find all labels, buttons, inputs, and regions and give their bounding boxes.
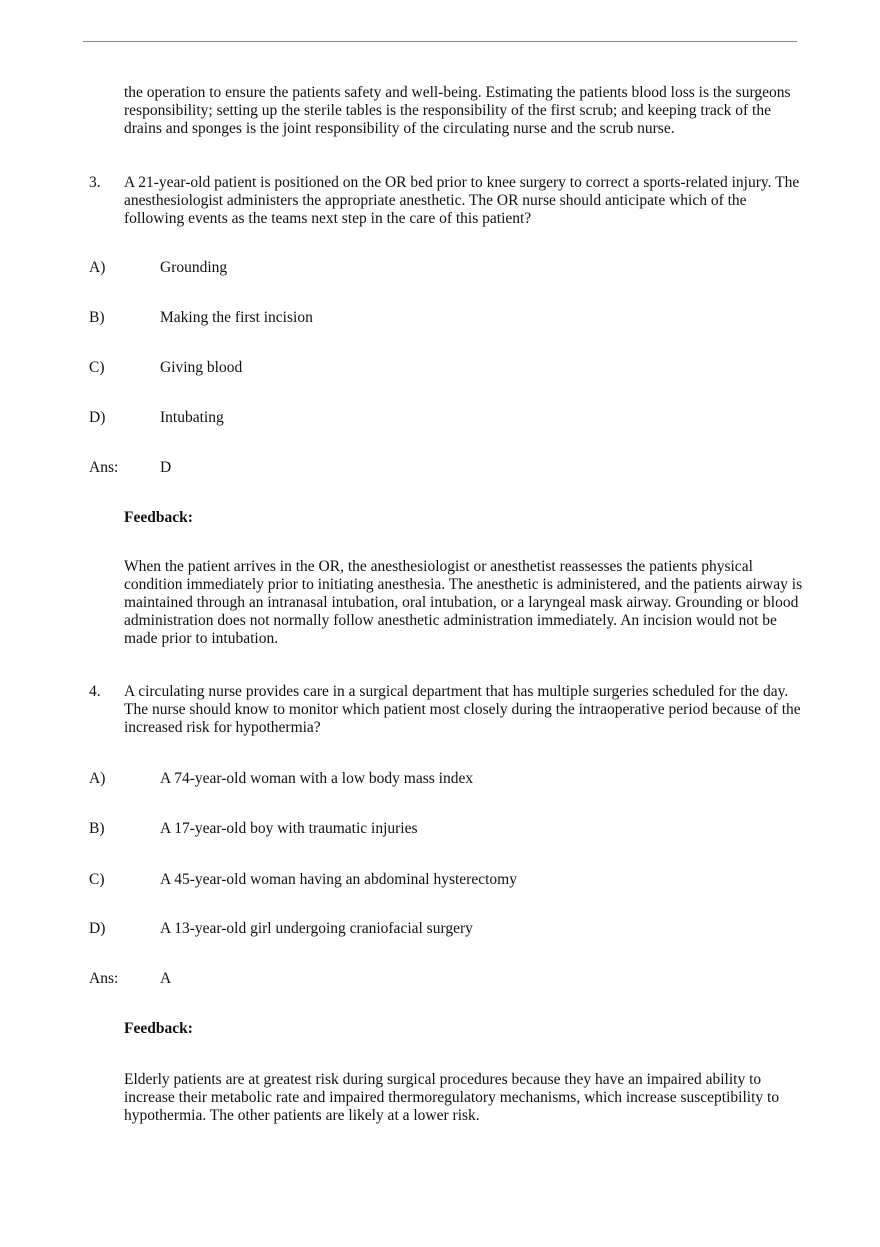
question-number: 4.: [89, 683, 101, 700]
option-text: Intubating: [160, 409, 224, 426]
option-letter: D): [89, 920, 106, 937]
option-letter: C): [89, 871, 105, 888]
option-text: A 45-year-old woman having an abdominal hysterectomy: [160, 871, 517, 888]
intro-paragraph: the operation to ensure the patients safety and well-being. Estimating the patients blood loss is the surgeons responsibility; setting up the sterile tables is the responsibility of the first scrub; and keeping track of the drains and sponges is the joint responsibility of the circulating nurse and the scrub nurse.: [124, 84, 791, 137]
option-letter: A): [89, 259, 106, 276]
option-text: A 74-year-old woman with a low body mass index: [160, 770, 474, 787]
header-rule: [83, 41, 797, 42]
feedback-text: Elderly patients are at greatest risk during surgical procedures because they have an impaired ability to increase their metabolic rate and impaired thermoregulatory mechanisms, which increase susceptibility to hypothermia. The other patients are likely at a lower risk.: [124, 1071, 780, 1124]
feedback-heading: Feedback:: [124, 509, 193, 526]
question-stem: A 21-year-old patient is positioned on the OR bed prior to knee surgery to correct a sports-related injury. The anesthesiologist administers the appropriate anesthetic. The OR nurse should anticipate which of the following events as the teams next step in the care of this patient?: [124, 174, 800, 227]
answer-value: D: [160, 459, 172, 476]
option-text: A 17-year-old boy with traumatic injuries: [160, 820, 418, 837]
feedback-text: When the patient arrives in the OR, the anesthesiologist or anesthetist reassesses the patients physical condition immediately prior to initiating anesthesia. The anesthetic is administered, and the patients airway is maintained through an intranasal intubation, oral intubation, or a laryngeal mask airway. Grounding or blood administration does not normally follow anesthetic administration immediately. An incision would not be made prior to intubation.: [124, 558, 803, 647]
option-text: Making the first incision: [160, 309, 313, 326]
question-stem: A circulating nurse provides care in a surgical department that has multiple surgeries scheduled for the day. The nurse should know to monitor which patient most closely during the intraoperative period because of the increased risk for hypothermia?: [124, 683, 801, 736]
answer-value: A: [160, 970, 172, 987]
option-text: A 13-year-old girl undergoing craniofacial surgery: [160, 920, 473, 937]
option-letter: C): [89, 359, 105, 376]
option-letter: B): [89, 309, 105, 326]
option-text: Grounding: [160, 259, 228, 276]
option-letter: B): [89, 820, 105, 837]
answer-label: Ans:: [89, 970, 119, 987]
answer-label: Ans:: [89, 459, 119, 476]
option-letter: D): [89, 409, 106, 426]
question-number: 3.: [89, 174, 101, 191]
option-letter: A): [89, 770, 106, 787]
option-text: Giving blood: [160, 359, 243, 376]
feedback-heading: Feedback:: [124, 1020, 193, 1037]
